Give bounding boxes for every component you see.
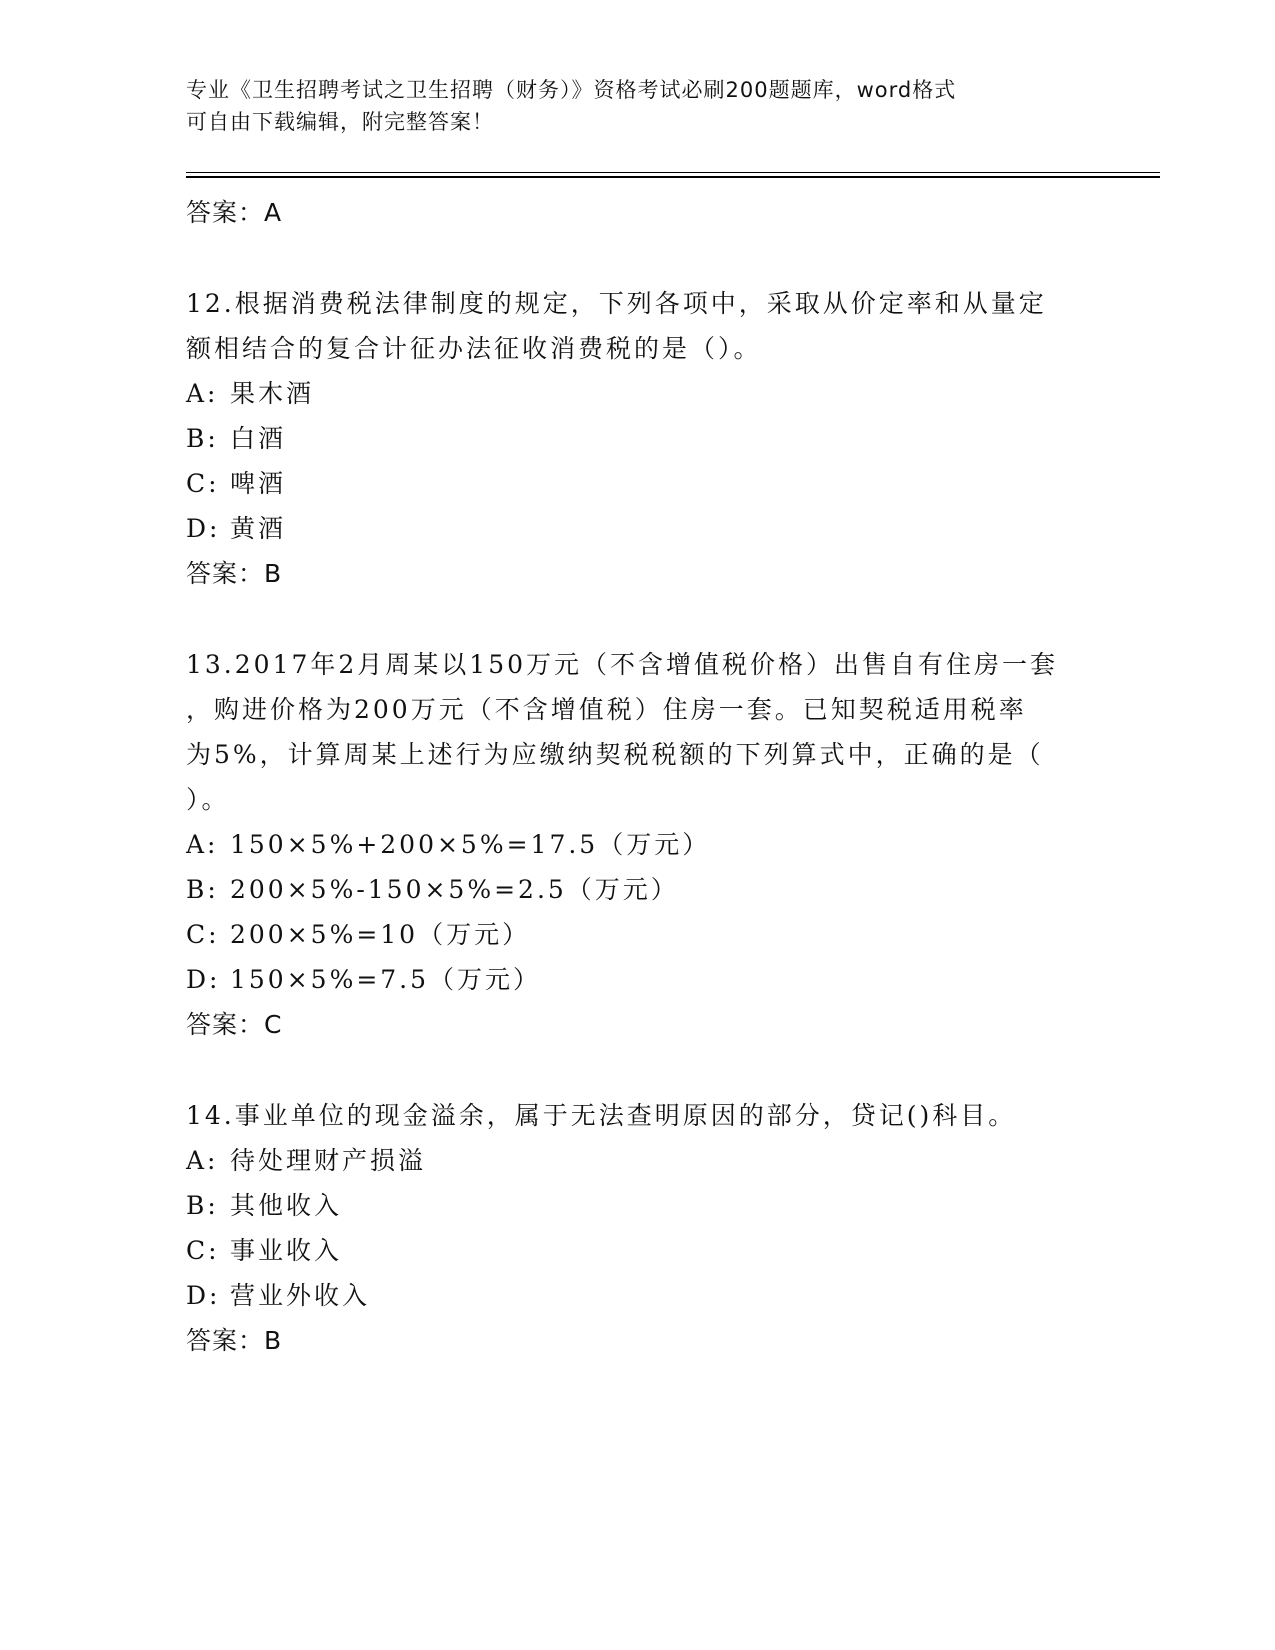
document-header: 专业《卫生招聘考试之卫生招聘（财务）》资格考试必刷200题题库，word格式 可自由下载编辑，附完整答案！ [186, 78, 957, 134]
question-12 [186, 281, 1086, 597]
question-stem-line: ，购进价格为200万元（不含增值税）住房一套。已知契税适用税率 [186, 695, 1027, 724]
option-c [186, 461, 1086, 506]
option-text: 200×5%=10（万元） [230, 920, 531, 949]
option-text: 150×5%=7.5（万元） [230, 965, 542, 994]
option-key: A: [186, 379, 219, 408]
option-key: B: [186, 875, 219, 904]
answer: 答案：B [186, 1326, 283, 1355]
option-text: 200×5%-150×5%=2.5（万元） [230, 875, 679, 904]
option-key: C: [186, 920, 220, 949]
option-a [186, 822, 1086, 867]
option-text: 营业外收入 [230, 1281, 371, 1310]
option-d [186, 957, 1086, 1002]
option-a [186, 371, 1086, 416]
question-stem-line: 14.事业单位的现金溢余，属于无法查明原因的部分，贷记()科目。 [186, 1101, 1017, 1130]
option-key: A: [186, 1146, 219, 1175]
answer: 答案：B [186, 559, 283, 588]
option-text: 果木酒 [230, 379, 315, 408]
question-14 [186, 1093, 1086, 1364]
option-b [186, 416, 1086, 461]
option-d [186, 1273, 1086, 1318]
answer-previous-question: 答案：A [186, 198, 283, 227]
option-b [186, 867, 1086, 912]
option-text: 啤酒 [230, 469, 287, 498]
question-stem-line: 12.根据消费税法律制度的规定，下列各项中，采取从价定率和从量定 [186, 289, 1047, 318]
option-key: B: [186, 424, 219, 453]
question-13 [186, 642, 1086, 1048]
question-stem-line: ）。 [186, 785, 230, 814]
option-text: 待处理财产损溢 [230, 1146, 427, 1175]
option-a [186, 1138, 1086, 1183]
option-key: A: [186, 830, 219, 859]
option-b [186, 1183, 1086, 1228]
option-d [186, 506, 1086, 551]
option-c [186, 912, 1086, 957]
option-text: 黄酒 [230, 514, 287, 543]
option-text: 事业收入 [230, 1236, 343, 1265]
header-divider-thick [186, 176, 1160, 178]
question-stem-line: 13.2017年2月周某以150万元（不含增值税价格）出售自有住房一套 [186, 650, 1059, 679]
option-key: C: [186, 469, 220, 498]
option-text: 150×5%+200×5%=17.5（万元） [230, 830, 711, 859]
option-c [186, 1228, 1086, 1273]
answer: 答案：C [186, 1010, 283, 1039]
question-stem-line: 额相结合的复合计征办法征收消费税的是（）。 [186, 334, 762, 363]
option-key: D: [186, 514, 221, 543]
option-text: 白酒 [230, 424, 287, 453]
option-key: D: [186, 965, 221, 994]
option-key: B: [186, 1191, 219, 1220]
option-text: 其他收入 [230, 1191, 343, 1220]
document-body [186, 190, 1086, 1364]
option-key: D: [186, 1281, 221, 1310]
header-divider-thin [186, 172, 1160, 173]
question-stem-line: 为5%，计算周某上述行为应缴纳契税税额的下列算式中，正确的是（ [186, 740, 1044, 769]
option-key: C: [186, 1236, 220, 1265]
